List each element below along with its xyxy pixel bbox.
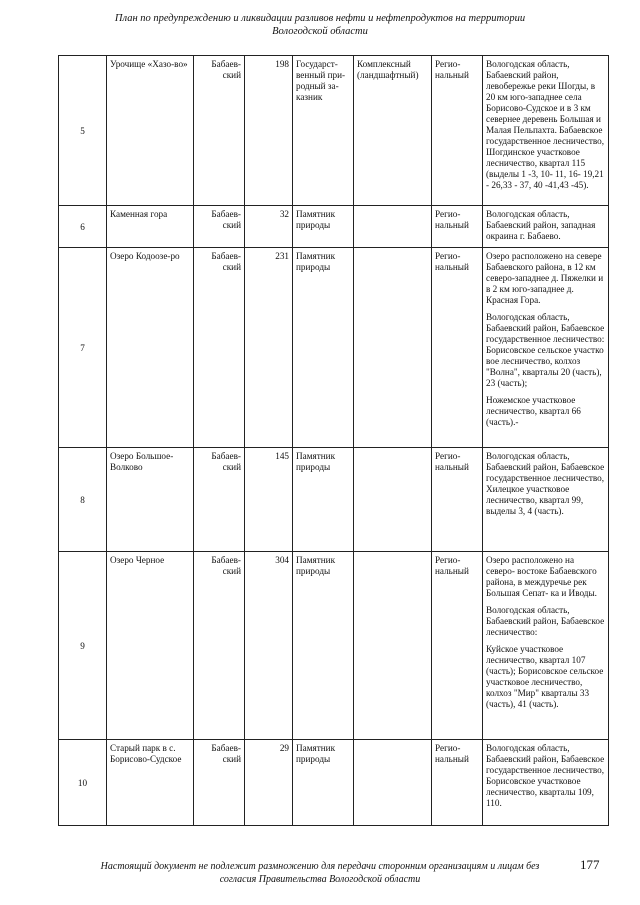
area-ha-cell: 231: [245, 248, 293, 448]
profile-cell: Комплексный (ландшафтный): [354, 56, 432, 206]
table-row: [59, 448, 609, 552]
row-number-cell: 7: [59, 248, 107, 448]
significance-cell: Регио-нальный: [432, 56, 483, 206]
location-paragraph: Вологодская область, Бабаевский район, Бабаевское государственное лесничество: Борисовское сельское участко вое лесничество, колхоз "Волна", кварталы 20 (часть), 23 (часть);: [486, 312, 605, 388]
location-paragraph: Озеро расположено на севере Бабаевского района, в 12 км северо-западнее д. Пяжелки и в 2 км юго-западнее д. Красная Гора.: [486, 251, 604, 305]
area-name-cell: Озеро Большое-Волково: [107, 448, 194, 552]
location-description-cell: [483, 206, 609, 248]
area-name-cell: Урочище «Хазо-во»: [107, 56, 194, 206]
profile-cell: [354, 206, 432, 248]
page-footer: [0, 860, 640, 886]
location-description-cell: [483, 740, 609, 826]
location-paragraph: Вологодская область, Бабаевский район, Бабаевское лесничество:: [486, 605, 605, 637]
profile-cell: [354, 248, 432, 448]
district-cell: Бабаев-ский: [194, 248, 245, 448]
significance-cell: Регио-нальный: [432, 740, 483, 826]
row-number-cell: 5: [59, 56, 107, 206]
location-description-cell: [483, 248, 609, 448]
location-paragraph: Вологодская область, Бабаевский район, западная окраина г. Бабаево.: [486, 209, 596, 241]
footer-line-2: согласия Правительства Вологодской области: [219, 874, 421, 885]
profile-cell: [354, 740, 432, 826]
category-cell: Государст-венный при-родный за-казник: [293, 56, 354, 206]
header-line-1: План по предупреждению и ликвидации разливов нефти и нефтепродуктов на территории: [114, 13, 526, 24]
row-number-cell: 9: [59, 552, 107, 740]
profile-cell: [354, 552, 432, 740]
location-paragraph: Вологодская область, Бабаевский район, Бабаевское государственное лесничество, Борисовское участковое лесничество, кварталы 109, 110.: [486, 743, 605, 808]
location-paragraph: Озеро расположено на северо- востоке Бабаевского района, в междуречье рек Большая Сепат- ка и Иводы.: [486, 555, 597, 598]
location-description-cell: [483, 552, 609, 740]
table-row: [59, 740, 609, 826]
table-row: [59, 56, 609, 206]
significance-cell: Регио-нальный: [432, 448, 483, 552]
category-cell: Памятник природы: [293, 552, 354, 740]
location-paragraph: Вологодская область, Бабаевский район, Бабаевское государственное лесничество, Хилецкое участковое лесничество, квартал 99, выделы 3, 4 (часть).: [486, 451, 605, 516]
page-header: [0, 12, 640, 38]
area-name-cell: Старый парк в с. Борисово-Судское: [107, 740, 194, 826]
area-ha-cell: 304: [245, 552, 293, 740]
category-cell: Памятник природы: [293, 448, 354, 552]
protected-areas-table: [58, 55, 609, 826]
location-paragraph: Ножемское участковое лесничество, квартал 66 (часть).-: [486, 395, 581, 427]
category-cell: Памятник природы: [293, 248, 354, 448]
table-row: [59, 248, 609, 448]
area-ha-cell: 198: [245, 56, 293, 206]
district-cell: Бабаев-ский: [194, 552, 245, 740]
category-cell: Памятник природы: [293, 206, 354, 248]
district-cell: Бабаев-ский: [194, 206, 245, 248]
category-cell: Памятник природы: [293, 740, 354, 826]
area-name-cell: Каменная гора: [107, 206, 194, 248]
significance-cell: Регио-нальный: [432, 552, 483, 740]
area-name-cell: Озеро Кодоозе-ро: [107, 248, 194, 448]
district-cell: Бабаев-ский: [194, 740, 245, 826]
page-number: 177: [580, 857, 600, 872]
significance-cell: Регио-нальный: [432, 206, 483, 248]
area-ha-cell: 145: [245, 448, 293, 552]
row-number-cell: 6: [59, 206, 107, 248]
profile-cell: [354, 448, 432, 552]
location-paragraph: Вологодская область, Бабаевский район, левобережье реки Шогды, в 20 км юго-западнее села Борисово-Судское и в 3 км севернее деревень Большая и Малая Пельпахта. Бабаевское государственное лесничество, Шогдинское участковое лесничество, квартал 115 (выделы 1 -3, 10- 11, 16- 19,21 - 26,33 - 37, 40 -41,43 -45).: [486, 59, 605, 190]
area-ha-cell: 29: [245, 740, 293, 826]
table-row: [59, 552, 609, 740]
location-paragraph: Куйское участковое лесничество, квартал 107 (часть); Борисовское сельское участковое лесничество, колхоз "Мир" кварталы 33 (часть), 41 (часть).: [486, 644, 604, 709]
table-row: [59, 206, 609, 248]
header-line-2: Вологодской области: [272, 26, 368, 37]
area-ha-cell: 32: [245, 206, 293, 248]
location-description-cell: [483, 56, 609, 206]
footer-line-1: Настоящий документ не подлежит размножению для передачи сторонним организациям и лицам без: [100, 861, 540, 872]
area-name-cell: Озеро Черное: [107, 552, 194, 740]
location-description-cell: [483, 448, 609, 552]
row-number-cell: 8: [59, 448, 107, 552]
row-number-cell: 10: [59, 740, 107, 826]
significance-cell: Регио-нальный: [432, 248, 483, 448]
district-cell: Бабаев-ский: [194, 448, 245, 552]
district-cell: Бабаев-ский: [194, 56, 245, 206]
